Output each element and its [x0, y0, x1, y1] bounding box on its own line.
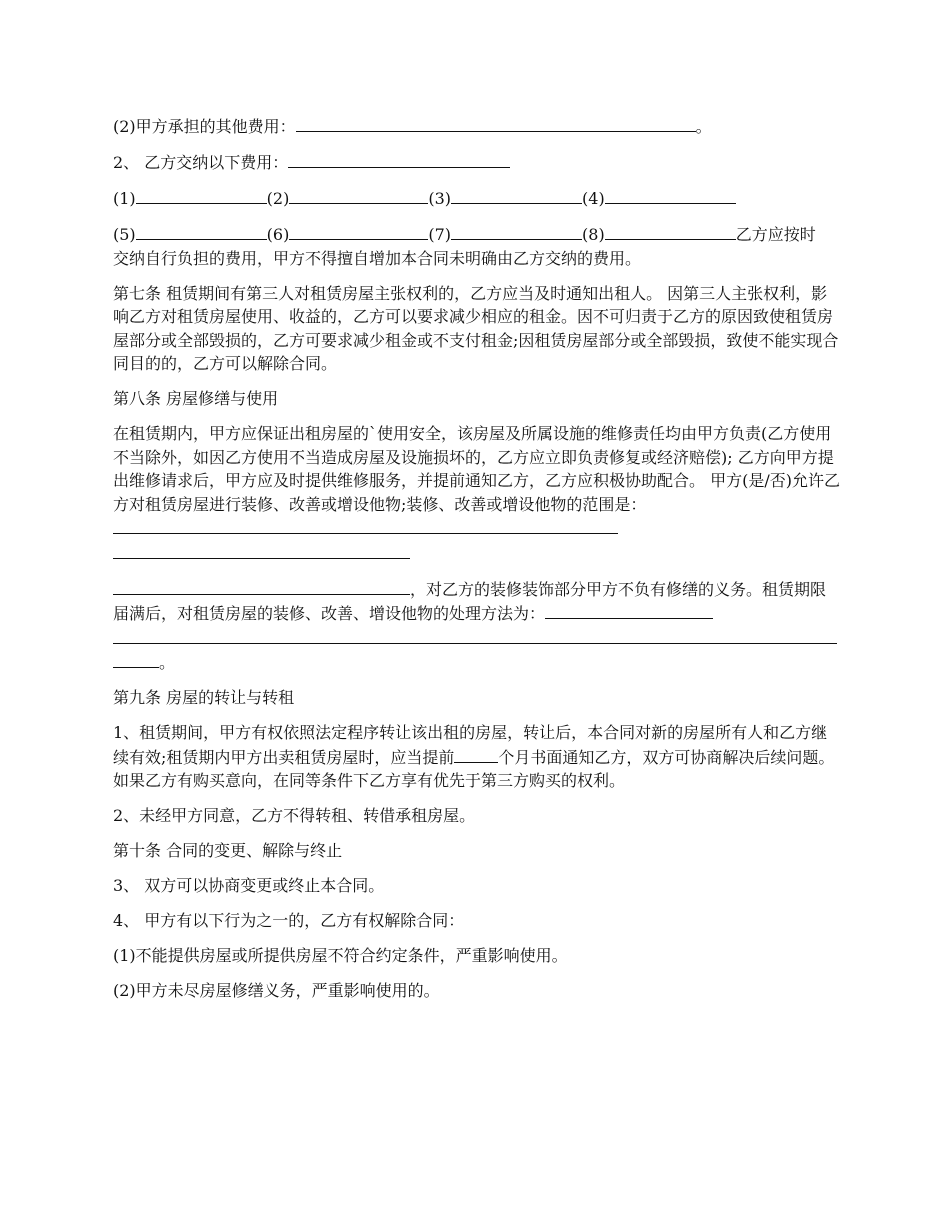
blank-line — [113, 650, 159, 668]
text: 个月书面通知乙方，双方可协商解决后续问题。如果乙方有购买意向，在同等条件下乙方享有优先于第三方购买的权利。 — [113, 747, 835, 790]
blank-line — [605, 222, 736, 240]
article-8-continuation — [113, 577, 840, 675]
blank-line — [296, 114, 696, 132]
article-9-clause-2: 2、未经甲方同意，乙方不得转租、转借承租房屋。 — [113, 806, 476, 825]
article-10-clause-4-item-1: (1)不能提供房屋或所提供房屋不符合约定条件，严重影响使用。 — [113, 946, 568, 965]
blank-line — [289, 222, 428, 240]
blank-line — [136, 186, 267, 204]
blank-line — [113, 516, 618, 534]
blank-line — [605, 186, 736, 204]
clause-tenant-fees — [113, 150, 840, 175]
fee-label: (5) — [113, 225, 136, 244]
fee-label: (2) — [266, 189, 290, 208]
article-9-clause-1 — [113, 721, 840, 793]
blank-line — [113, 577, 410, 595]
text: 。 — [159, 653, 176, 672]
blank-line — [545, 601, 713, 619]
article-8-title: 第八条 房屋修缮与使用 — [113, 389, 279, 408]
blank-line — [113, 626, 837, 644]
text: 乙方应按时 — [735, 225, 816, 244]
article-10-clause-4-item-2: (2)甲方未尽房屋修缮义务，严重影响使用的。 — [113, 981, 440, 1000]
fee-label: (3) — [428, 189, 452, 208]
article-8-body — [113, 422, 840, 565]
blank-line — [136, 222, 267, 240]
fee-label: (1) — [113, 189, 136, 208]
text: (2)甲方承担的其他费用： — [113, 117, 296, 136]
blank-line — [454, 745, 498, 763]
fee-items-row-2 — [113, 222, 840, 270]
article-10-clause-4: 4、 甲方有以下行为之一的，乙方有权解除合同： — [113, 911, 465, 930]
article-9-title: 第九条 房屋的转让与转租 — [113, 688, 295, 707]
clause-other-fees-landlord — [113, 114, 840, 139]
fee-label: (8) — [582, 225, 605, 244]
text: 交纳自行负担的费用，甲方不得擅自增加本合同未明确由乙方交纳的费用。 — [113, 248, 642, 268]
text: 。 — [695, 117, 712, 136]
text: 1、租赁期间，甲方有权依照法定程序转让该出租的房屋，转让后，本合同对新的房屋所有人和乙方继续有效;租赁期内甲方出卖租赁房屋时，应当提前 — [113, 723, 828, 767]
article-7: 第七条 租赁期间有第三人对租赁房屋主张权利的，乙方应当及时通知出租人。 因第三人主张权利，影响乙方对租赁房屋使用、收益的，乙方可以要求减少相应的租金。因不可归责于乙方的原因致使租赁房屋部分或全部毁损的，乙方可要求减少租金或不支付租金;因租赁房屋部分或全部毁损，致使不能实现合同目的的，乙方可以解除合同。 — [113, 283, 839, 373]
blank-line — [113, 541, 410, 559]
text: ，对乙方的装修装饰部分甲方不负有修缮的义务。租赁期限届满后，对租赁房屋的装修、改善、增设他物的处理方法为： — [113, 579, 827, 623]
article-10-clause-3: 3、 双方可以协商变更或终止本合同。 — [113, 876, 385, 895]
fee-label: (7) — [428, 225, 452, 244]
text: 2、 乙方交纳以下费用： — [113, 153, 289, 172]
text: 在租赁期内，甲方应保证出租房屋的`使用安全，该房屋及所属设施的维修责任均由甲方负责(乙方使用不当除外，如因乙方使用不当造成房屋及设施损坏的，乙方应立即负责修复或经济赔偿); 乙方向甲方提出维修请求后，甲方应及时提供维修服务，并提前通知乙方，乙方应积极协助配合。 甲方(是/否)允许乙方对租赁房屋进行装修、改善或增设他物;装修、改善或增设他物的范围是： — [113, 424, 840, 514]
blank-line — [289, 186, 428, 204]
blank-line — [288, 150, 510, 168]
blank-line — [451, 186, 582, 204]
article-10-title: 第十条 合同的变更、解除与终止 — [113, 841, 343, 860]
fee-label: (6) — [266, 225, 290, 244]
fee-label: (4) — [582, 189, 605, 208]
fee-items-row-1 — [113, 186, 840, 211]
blank-line — [451, 222, 582, 240]
